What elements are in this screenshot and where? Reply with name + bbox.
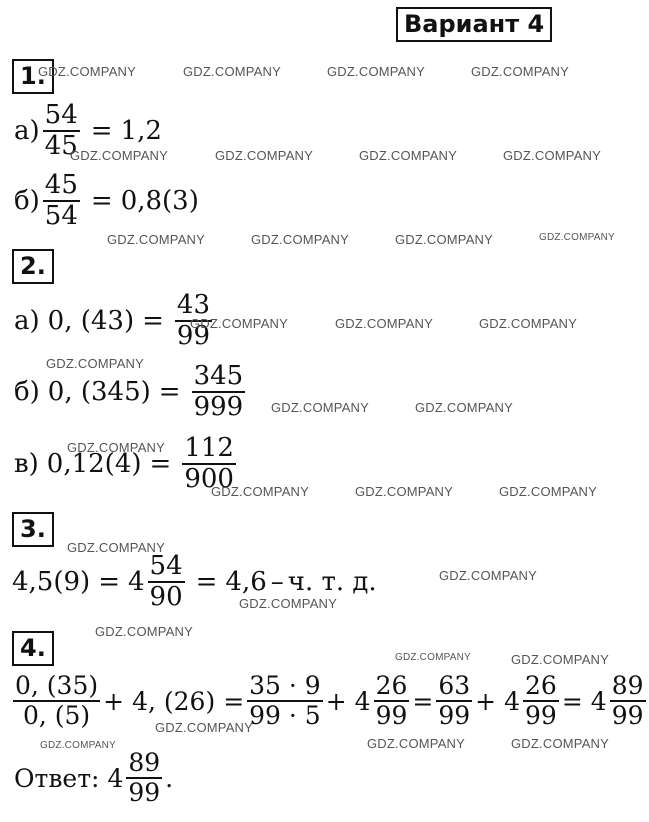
numerator: 26 — [523, 673, 559, 702]
watermark-text: GDZ.COMPANY — [38, 64, 137, 79]
task3-fraction — [148, 553, 185, 612]
denominator: 45 — [44, 131, 78, 162]
task4-whole: 4 — [504, 686, 521, 716]
denominator: 99 — [611, 701, 644, 731]
watermark-text: GDZ.COMPANY — [70, 148, 169, 163]
watermark-text: GDZ.COMPANY — [67, 440, 166, 455]
task2-b-line — [14, 363, 248, 422]
watermark-text: GDZ.COMPANY — [395, 652, 471, 663]
task3-whole: 4 — [127, 567, 145, 598]
denominator: 90 — [149, 582, 183, 613]
task3-result: 4,6 — [225, 567, 267, 598]
denominator: 99 · 5 — [249, 701, 321, 731]
watermark-text: GDZ.COMPANY — [367, 736, 466, 751]
denominator: 900 — [184, 464, 234, 495]
watermark-text: GDZ.COMPANY — [40, 740, 116, 751]
watermark-text: GDZ.COMPANY — [395, 232, 494, 247]
watermark-text: GDZ.COMPANY — [415, 400, 514, 415]
watermark-text: GDZ.COMPANY — [479, 316, 578, 331]
task2-number-box — [12, 249, 54, 284]
task4-number: 4. — [20, 634, 46, 662]
answer-whole: 4 — [107, 763, 124, 793]
watermark-text: GDZ.COMPANY — [327, 64, 426, 79]
watermark-text: GDZ.COMPANY — [67, 540, 166, 555]
watermark-text: GDZ.COMPANY — [95, 624, 194, 639]
equals-sign: = — [149, 449, 172, 480]
numerator: 89 — [126, 750, 162, 779]
task4-fraction-4 — [436, 673, 472, 730]
task4-fraction-5 — [523, 673, 559, 730]
watermark-text: GDZ.COMPANY — [439, 568, 538, 583]
task4-line — [10, 673, 649, 730]
watermark-text: GDZ.COMPANY — [251, 232, 350, 247]
numerator: 54 — [148, 553, 185, 583]
task1-b-line — [14, 172, 199, 231]
numerator: 63 — [436, 673, 472, 702]
task1-b-label: б) — [14, 186, 40, 217]
task3-qed: ч. т. д. — [287, 567, 377, 598]
task2-a-line — [14, 292, 215, 351]
equals-sign: = — [412, 686, 434, 716]
numerator: 112 — [182, 435, 236, 465]
numerator: 26 — [374, 673, 410, 702]
watermark-text: GDZ.COMPANY — [239, 596, 338, 611]
watermark-text: GDZ.COMPANY — [511, 652, 610, 667]
denominator: 99 — [128, 778, 161, 808]
variant-title-text: Вариант 4 — [404, 10, 545, 38]
watermark-text: GDZ.COMPANY — [155, 720, 254, 735]
plus-sign: + — [103, 686, 125, 716]
task2-b-label: б) — [14, 377, 40, 408]
task4-fraction-6 — [610, 673, 646, 730]
numerator: 345 — [192, 363, 246, 393]
watermark-text: GDZ.COMPANY — [215, 148, 314, 163]
task2-b-fraction — [192, 363, 246, 422]
equals-sign: = — [90, 186, 113, 217]
task2-b-lhs: 0, (345) — [47, 377, 151, 408]
watermark-text: GDZ.COMPANY — [499, 484, 598, 499]
plus-sign: + — [475, 686, 497, 716]
numerator: 35 · 9 — [247, 673, 323, 702]
task2-c-lhs: 0,12(4) — [46, 449, 142, 480]
watermark-text: GDZ.COMPANY — [190, 316, 289, 331]
denominator: 99 — [176, 321, 210, 352]
task2-a-label: а) — [14, 306, 40, 337]
denominator: 999 — [193, 392, 244, 423]
task2-a-lhs: 0, (43) — [47, 306, 135, 337]
equals-sign: = — [98, 567, 120, 598]
denominator: 99 — [438, 701, 471, 731]
numerator: 54 — [43, 102, 80, 132]
task3-lhs: 4,5(9) — [12, 567, 91, 598]
period: . — [165, 763, 174, 793]
plus-sign: + — [325, 686, 347, 716]
watermark-text: GDZ.COMPANY — [335, 316, 434, 331]
answer-line — [14, 750, 173, 807]
task1-b-fraction — [43, 172, 80, 231]
watermark-text: GDZ.COMPANY — [359, 148, 458, 163]
watermark-text: GDZ.COMPANY — [471, 64, 570, 79]
watermark-text: GDZ.COMPANY — [183, 64, 282, 79]
task1-a-label: а) — [14, 116, 40, 147]
equals-sign: = — [223, 686, 245, 716]
numerator: 43 — [175, 292, 212, 322]
task4-number-box — [12, 631, 54, 666]
watermark-text: GDZ.COMPANY — [539, 232, 615, 243]
watermark-text: GDZ.COMPANY — [107, 232, 206, 247]
task3-number-box — [12, 512, 54, 547]
equals-sign: = — [90, 116, 113, 147]
answer-fraction — [126, 750, 162, 807]
dash: – — [270, 567, 284, 598]
denominator: 54 — [44, 201, 78, 232]
task4-fraction-1 — [13, 673, 100, 730]
watermark-text: GDZ.COMPANY — [511, 736, 610, 751]
task1-a-result: 1,2 — [120, 116, 162, 147]
equals-sign: = — [561, 686, 583, 716]
task4-term2: 4, (26) — [132, 686, 216, 716]
watermark-text: GDZ.COMPANY — [503, 148, 602, 163]
task4-fraction-3 — [374, 673, 410, 730]
answer-label: Ответ: — [14, 763, 100, 793]
denominator: 99 — [375, 701, 408, 731]
task1-b-result: 0,8(3) — [120, 186, 199, 217]
variant-title — [396, 7, 552, 42]
watermark-text: GDZ.COMPANY — [46, 356, 145, 371]
numerator: 45 — [43, 172, 80, 202]
numerator: 89 — [610, 673, 646, 702]
task4-fraction-2 — [247, 673, 323, 730]
task3-number: 3. — [20, 515, 46, 543]
watermark-text: GDZ.COMPANY — [211, 484, 310, 499]
denominator: 0, (5) — [22, 701, 91, 731]
denominator: 99 — [525, 701, 557, 731]
watermark-text: GDZ.COMPANY — [355, 484, 454, 499]
equals-sign: = — [142, 306, 164, 337]
numerator: 0, (35) — [13, 673, 100, 702]
watermark-text: GDZ.COMPANY — [271, 400, 370, 415]
task2-c-label: в) — [14, 449, 39, 480]
equals-sign: = — [158, 377, 181, 408]
equals-sign: = — [195, 567, 218, 598]
task2-number: 2. — [20, 252, 46, 280]
task1-number: 1. — [20, 62, 46, 90]
task4-whole: 4 — [590, 686, 607, 716]
task4-whole: 4 — [354, 686, 371, 716]
